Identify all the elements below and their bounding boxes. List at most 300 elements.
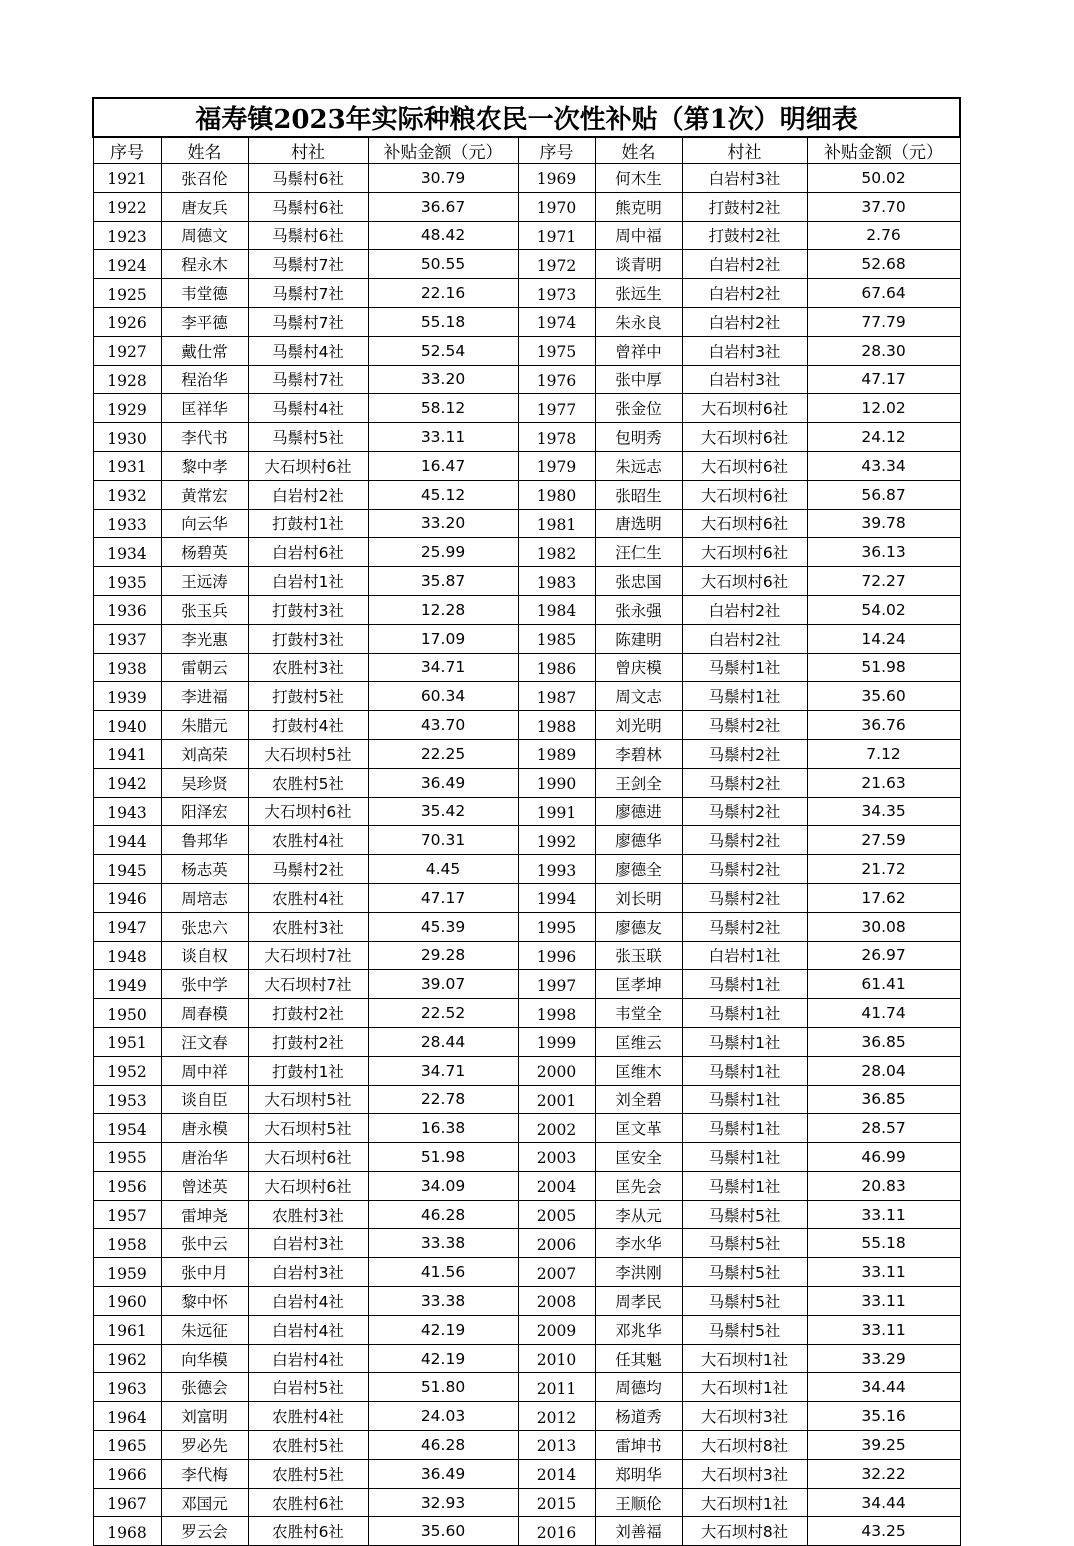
- serial-cell: 1932: [93, 480, 161, 509]
- amount-cell: 33.38: [368, 1287, 518, 1316]
- amount-cell: 28.57: [807, 1114, 960, 1143]
- amount-cell: 37.70: [807, 192, 960, 221]
- serial-cell: 1963: [93, 1373, 161, 1402]
- village-cell: 马鬃村5社: [682, 1315, 807, 1344]
- serial-cell: 1951: [93, 1027, 161, 1056]
- amount-cell: 33.38: [368, 1229, 518, 1258]
- serial-cell: 1974: [518, 307, 595, 336]
- village-cell: 大石坝村6社: [248, 1143, 368, 1172]
- name-cell: 廖德华: [595, 826, 682, 855]
- name-cell: 黄常宏: [161, 480, 248, 509]
- name-cell: 张德会: [161, 1373, 248, 1402]
- amount-cell: 36.67: [368, 192, 518, 221]
- serial-cell: 1940: [93, 711, 161, 740]
- village-cell: 马鬃村1社: [682, 1085, 807, 1114]
- name-cell: 周中祥: [161, 1056, 248, 1085]
- table-title: 福寿镇2023年实际种粮农民一次性补贴（第1次）明细表: [93, 98, 960, 137]
- table-row: [93, 1171, 960, 1200]
- table-row: [93, 250, 960, 279]
- village-cell: 马鬃村5社: [682, 1229, 807, 1258]
- village-cell: 大石坝村1社: [682, 1373, 807, 1402]
- village-cell: 大石坝村8社: [682, 1517, 807, 1546]
- amount-cell: 42.19: [368, 1344, 518, 1373]
- amount-cell: 33.11: [807, 1287, 960, 1316]
- table-row: [93, 1517, 960, 1546]
- village-cell: 农胜村6社: [248, 1517, 368, 1546]
- header-serial: 序号: [93, 137, 161, 164]
- serial-cell: 1965: [93, 1431, 161, 1460]
- amount-cell: 41.56: [368, 1258, 518, 1287]
- serial-cell: 2001: [518, 1085, 595, 1114]
- amount-cell: 33.11: [807, 1200, 960, 1229]
- table-row: [93, 1344, 960, 1373]
- name-cell: 吴珍贤: [161, 768, 248, 797]
- table-row: [93, 1056, 960, 1085]
- name-cell: 张昭生: [595, 480, 682, 509]
- serial-cell: 2004: [518, 1171, 595, 1200]
- serial-cell: 2011: [518, 1373, 595, 1402]
- table-row: [93, 538, 960, 567]
- serial-cell: 1991: [518, 797, 595, 826]
- amount-cell: 70.31: [368, 826, 518, 855]
- amount-cell: 36.76: [807, 711, 960, 740]
- village-cell: 白岩村2社: [682, 250, 807, 279]
- village-cell: 打鼓村2社: [248, 1027, 368, 1056]
- village-cell: 马鬃村2社: [248, 855, 368, 884]
- serial-cell: 1949: [93, 970, 161, 999]
- amount-cell: 2.76: [807, 221, 960, 250]
- name-cell: 匡祥华: [161, 394, 248, 423]
- amount-cell: 33.20: [368, 509, 518, 538]
- table-row: [93, 682, 960, 711]
- amount-cell: 39.07: [368, 970, 518, 999]
- village-cell: 马鬃村1社: [682, 1027, 807, 1056]
- name-cell: 王顺伦: [595, 1488, 682, 1517]
- table-row: [93, 595, 960, 624]
- amount-cell: 33.11: [368, 423, 518, 452]
- village-cell: 大石坝村6社: [248, 1171, 368, 1200]
- name-cell: 杨道秀: [595, 1402, 682, 1431]
- name-cell: 匡先会: [595, 1171, 682, 1200]
- amount-cell: 51.98: [807, 653, 960, 682]
- name-cell: 谈自权: [161, 941, 248, 970]
- village-cell: 大石坝村6社: [682, 394, 807, 423]
- name-cell: 李平德: [161, 307, 248, 336]
- village-cell: 马鬃村2社: [682, 711, 807, 740]
- table-row: [93, 1229, 960, 1258]
- table-row: [93, 480, 960, 509]
- name-cell: 杨志英: [161, 855, 248, 884]
- table-row: [93, 797, 960, 826]
- header-village: 村社: [248, 137, 368, 164]
- amount-cell: 58.12: [368, 394, 518, 423]
- name-cell: 罗云会: [161, 1517, 248, 1546]
- name-cell: 陈建明: [595, 624, 682, 653]
- village-cell: 马鬃村6社: [248, 192, 368, 221]
- serial-cell: 2006: [518, 1229, 595, 1258]
- name-cell: 雷坤尧: [161, 1200, 248, 1229]
- header-name: 姓名: [595, 137, 682, 164]
- name-cell: 周中福: [595, 221, 682, 250]
- village-cell: 马鬃村1社: [682, 1171, 807, 1200]
- amount-cell: 34.44: [807, 1488, 960, 1517]
- serial-cell: 1934: [93, 538, 161, 567]
- table-row: [93, 826, 960, 855]
- serial-cell: 1953: [93, 1085, 161, 1114]
- table-row: [93, 624, 960, 653]
- table-row: [93, 423, 960, 452]
- village-cell: 白岩村2社: [682, 595, 807, 624]
- name-cell: 朱腊元: [161, 711, 248, 740]
- amount-cell: 50.55: [368, 250, 518, 279]
- name-cell: 刘全碧: [595, 1085, 682, 1114]
- village-cell: 马鬃村7社: [248, 307, 368, 336]
- amount-cell: 22.25: [368, 739, 518, 768]
- name-cell: 周培志: [161, 883, 248, 912]
- village-cell: 白岩村6社: [248, 538, 368, 567]
- village-cell: 白岩村4社: [248, 1344, 368, 1373]
- amount-cell: 34.71: [368, 1056, 518, 1085]
- serial-cell: 2000: [518, 1056, 595, 1085]
- table-row: [93, 739, 960, 768]
- village-cell: 打鼓村1社: [248, 509, 368, 538]
- serial-cell: 1980: [518, 480, 595, 509]
- amount-cell: 26.97: [807, 941, 960, 970]
- amount-cell: 46.99: [807, 1143, 960, 1172]
- serial-cell: 1999: [518, 1027, 595, 1056]
- serial-cell: 2005: [518, 1200, 595, 1229]
- village-cell: 大石坝村5社: [248, 1114, 368, 1143]
- serial-cell: 1936: [93, 595, 161, 624]
- table-row: [93, 1402, 960, 1431]
- serial-cell: 2012: [518, 1402, 595, 1431]
- name-cell: 戴仕常: [161, 336, 248, 365]
- serial-cell: 1976: [518, 365, 595, 394]
- village-cell: 白岩村4社: [248, 1315, 368, 1344]
- amount-cell: 27.59: [807, 826, 960, 855]
- village-cell: 白岩村2社: [682, 624, 807, 653]
- amount-cell: 77.79: [807, 307, 960, 336]
- name-cell: 张召伦: [161, 164, 248, 193]
- village-cell: 大石坝村6社: [682, 567, 807, 596]
- serial-cell: 1969: [518, 164, 595, 193]
- amount-cell: 47.17: [807, 365, 960, 394]
- name-cell: 朱远征: [161, 1315, 248, 1344]
- amount-cell: 50.02: [807, 164, 960, 193]
- serial-cell: 1990: [518, 768, 595, 797]
- serial-cell: 2003: [518, 1143, 595, 1172]
- name-cell: 张玉联: [595, 941, 682, 970]
- village-cell: 大石坝村6社: [248, 451, 368, 480]
- serial-cell: 1986: [518, 653, 595, 682]
- village-cell: 大石坝村6社: [682, 480, 807, 509]
- serial-cell: 1994: [518, 883, 595, 912]
- amount-cell: 12.28: [368, 595, 518, 624]
- name-cell: 李水华: [595, 1229, 682, 1258]
- amount-cell: 36.49: [368, 768, 518, 797]
- village-cell: 大石坝村7社: [248, 970, 368, 999]
- name-cell: 张永强: [595, 595, 682, 624]
- serial-cell: 1988: [518, 711, 595, 740]
- village-cell: 大石坝村3社: [682, 1402, 807, 1431]
- table-row: [93, 365, 960, 394]
- table-row: [93, 653, 960, 682]
- name-cell: 刘长明: [595, 883, 682, 912]
- name-cell: 曾庆模: [595, 653, 682, 682]
- amount-cell: 52.54: [368, 336, 518, 365]
- table-row: [93, 279, 960, 308]
- serial-cell: 1985: [518, 624, 595, 653]
- amount-cell: 28.04: [807, 1056, 960, 1085]
- serial-cell: 1964: [93, 1402, 161, 1431]
- serial-cell: 1993: [518, 855, 595, 884]
- name-cell: 匡孝坤: [595, 970, 682, 999]
- amount-cell: 54.02: [807, 595, 960, 624]
- serial-cell: 1984: [518, 595, 595, 624]
- village-cell: 马鬃村2社: [682, 797, 807, 826]
- village-cell: 打鼓村3社: [248, 595, 368, 624]
- table-row: [93, 1027, 960, 1056]
- table-row: [93, 768, 960, 797]
- name-cell: 李从元: [595, 1200, 682, 1229]
- serial-cell: 2016: [518, 1517, 595, 1546]
- name-cell: 刘善福: [595, 1517, 682, 1546]
- amount-cell: 43.70: [368, 711, 518, 740]
- serial-cell: 1947: [93, 912, 161, 941]
- name-cell: 邓兆华: [595, 1315, 682, 1344]
- serial-cell: 1973: [518, 279, 595, 308]
- village-cell: 农胜村4社: [248, 883, 368, 912]
- village-cell: 大石坝村8社: [682, 1431, 807, 1460]
- table-row: [93, 1373, 960, 1402]
- serial-cell: 1942: [93, 768, 161, 797]
- serial-cell: 1961: [93, 1315, 161, 1344]
- serial-cell: 1931: [93, 451, 161, 480]
- amount-cell: 12.02: [807, 394, 960, 423]
- name-cell: 任其魁: [595, 1344, 682, 1373]
- table-row: [93, 999, 960, 1028]
- serial-cell: 1923: [93, 221, 161, 250]
- village-cell: 马鬃村2社: [682, 768, 807, 797]
- serial-cell: 1937: [93, 624, 161, 653]
- amount-cell: 22.78: [368, 1085, 518, 1114]
- table-row: [93, 567, 960, 596]
- amount-cell: 35.60: [368, 1517, 518, 1546]
- village-cell: 白岩村2社: [248, 480, 368, 509]
- village-cell: 白岩村4社: [248, 1287, 368, 1316]
- amount-cell: 30.79: [368, 164, 518, 193]
- village-cell: 马鬃村7社: [248, 279, 368, 308]
- amount-cell: 14.24: [807, 624, 960, 653]
- name-cell: 刘富明: [161, 1402, 248, 1431]
- village-cell: 白岩村1社: [682, 941, 807, 970]
- village-cell: 农胜村3社: [248, 912, 368, 941]
- amount-cell: 21.63: [807, 768, 960, 797]
- table-row: [93, 164, 960, 193]
- amount-cell: 7.12: [807, 739, 960, 768]
- serial-cell: 1997: [518, 970, 595, 999]
- serial-cell: 1978: [518, 423, 595, 452]
- serial-cell: 1971: [518, 221, 595, 250]
- table-row: [93, 855, 960, 884]
- serial-cell: 1945: [93, 855, 161, 884]
- name-cell: 张中云: [161, 1229, 248, 1258]
- village-cell: 马鬃村2社: [682, 826, 807, 855]
- village-cell: 白岩村2社: [682, 307, 807, 336]
- header-village: 村社: [682, 137, 807, 164]
- village-cell: 马鬃村2社: [682, 855, 807, 884]
- serial-cell: 1998: [518, 999, 595, 1028]
- amount-cell: 33.11: [807, 1258, 960, 1287]
- village-cell: 白岩村1社: [248, 567, 368, 596]
- amount-cell: 36.85: [807, 1085, 960, 1114]
- amount-cell: 72.27: [807, 567, 960, 596]
- serial-cell: 1958: [93, 1229, 161, 1258]
- amount-cell: 34.09: [368, 1171, 518, 1200]
- amount-cell: 34.71: [368, 653, 518, 682]
- name-cell: 阳泽宏: [161, 797, 248, 826]
- village-cell: 马鬃村1社: [682, 1056, 807, 1085]
- serial-cell: 1933: [93, 509, 161, 538]
- name-cell: 李代书: [161, 423, 248, 452]
- village-cell: 打鼓村4社: [248, 711, 368, 740]
- name-cell: 张远生: [595, 279, 682, 308]
- amount-cell: 29.28: [368, 941, 518, 970]
- serial-cell: 1944: [93, 826, 161, 855]
- village-cell: 大石坝村6社: [682, 538, 807, 567]
- amount-cell: 41.74: [807, 999, 960, 1028]
- name-cell: 周德文: [161, 221, 248, 250]
- amount-cell: 28.30: [807, 336, 960, 365]
- village-cell: 打鼓村5社: [248, 682, 368, 711]
- name-cell: 匡安全: [595, 1143, 682, 1172]
- table-row: [93, 451, 960, 480]
- amount-cell: 34.35: [807, 797, 960, 826]
- serial-cell: 1950: [93, 999, 161, 1028]
- serial-cell: 1979: [518, 451, 595, 480]
- serial-cell: 1938: [93, 653, 161, 682]
- name-cell: 刘高荣: [161, 739, 248, 768]
- amount-cell: 32.93: [368, 1488, 518, 1517]
- table-row: [93, 912, 960, 941]
- serial-cell: 1967: [93, 1488, 161, 1517]
- village-cell: 白岩村2社: [682, 279, 807, 308]
- serial-cell: 1968: [93, 1517, 161, 1546]
- village-cell: 农胜村3社: [248, 653, 368, 682]
- name-cell: 李碧林: [595, 739, 682, 768]
- amount-cell: 47.17: [368, 883, 518, 912]
- village-cell: 马鬃村5社: [682, 1287, 807, 1316]
- amount-cell: 22.52: [368, 999, 518, 1028]
- name-cell: 李光惠: [161, 624, 248, 653]
- table-row: [93, 941, 960, 970]
- village-cell: 大石坝村3社: [682, 1459, 807, 1488]
- name-cell: 王远涛: [161, 567, 248, 596]
- name-cell: 曾祥中: [595, 336, 682, 365]
- name-cell: 汪仁生: [595, 538, 682, 567]
- amount-cell: 20.83: [807, 1171, 960, 1200]
- village-cell: 农胜村5社: [248, 768, 368, 797]
- amount-cell: 48.42: [368, 221, 518, 250]
- serial-cell: 1948: [93, 941, 161, 970]
- amount-cell: 46.28: [368, 1200, 518, 1229]
- village-cell: 大石坝村6社: [682, 423, 807, 452]
- amount-cell: 36.49: [368, 1459, 518, 1488]
- name-cell: 匡维云: [595, 1027, 682, 1056]
- serial-cell: 1927: [93, 336, 161, 365]
- amount-cell: 67.64: [807, 279, 960, 308]
- name-cell: 张忠国: [595, 567, 682, 596]
- village-cell: 马鬃村2社: [682, 912, 807, 941]
- name-cell: 张中厚: [595, 365, 682, 394]
- amount-cell: 36.85: [807, 1027, 960, 1056]
- serial-cell: 2014: [518, 1459, 595, 1488]
- amount-cell: 45.12: [368, 480, 518, 509]
- village-cell: 农胜村4社: [248, 1402, 368, 1431]
- village-cell: 马鬃村1社: [682, 1143, 807, 1172]
- amount-cell: 60.34: [368, 682, 518, 711]
- village-cell: 农胜村5社: [248, 1431, 368, 1460]
- amount-cell: 21.72: [807, 855, 960, 884]
- amount-cell: 52.68: [807, 250, 960, 279]
- table-row: [93, 1431, 960, 1460]
- name-cell: 匡维木: [595, 1056, 682, 1085]
- name-cell: 黎中怀: [161, 1287, 248, 1316]
- village-cell: 农胜村3社: [248, 1200, 368, 1229]
- serial-cell: 1956: [93, 1171, 161, 1200]
- serial-cell: 1970: [518, 192, 595, 221]
- name-cell: 唐选明: [595, 509, 682, 538]
- name-cell: 黎中孝: [161, 451, 248, 480]
- table-row: [93, 1258, 960, 1287]
- table-row: [93, 1488, 960, 1517]
- serial-cell: 1987: [518, 682, 595, 711]
- serial-cell: 1929: [93, 394, 161, 423]
- village-cell: 马鬃村1社: [682, 970, 807, 999]
- village-cell: 农胜村6社: [248, 1488, 368, 1517]
- village-cell: 打鼓村2社: [682, 192, 807, 221]
- name-cell: 周春模: [161, 999, 248, 1028]
- serial-cell: 1922: [93, 192, 161, 221]
- amount-cell: 33.11: [807, 1315, 960, 1344]
- serial-cell: 1996: [518, 941, 595, 970]
- village-cell: 大石坝村1社: [682, 1488, 807, 1517]
- name-cell: 唐治华: [161, 1143, 248, 1172]
- name-cell: 向华模: [161, 1344, 248, 1373]
- amount-cell: 45.39: [368, 912, 518, 941]
- table-row: [93, 883, 960, 912]
- serial-cell: 2010: [518, 1344, 595, 1373]
- village-cell: 大石坝村6社: [682, 451, 807, 480]
- serial-cell: 1959: [93, 1258, 161, 1287]
- village-cell: 白岩村3社: [682, 365, 807, 394]
- header-amount: 补贴金额（元）: [807, 137, 960, 164]
- amount-cell: 28.44: [368, 1027, 518, 1056]
- table-row: [93, 1315, 960, 1344]
- serial-cell: 1983: [518, 567, 595, 596]
- amount-cell: 39.25: [807, 1431, 960, 1460]
- name-cell: 张中月: [161, 1258, 248, 1287]
- name-cell: 王剑全: [595, 768, 682, 797]
- village-cell: 大石坝村6社: [248, 797, 368, 826]
- village-cell: 白岩村3社: [682, 336, 807, 365]
- village-cell: 马鬃村6社: [248, 164, 368, 193]
- serial-cell: 1930: [93, 423, 161, 452]
- serial-cell: 2002: [518, 1114, 595, 1143]
- amount-cell: 43.25: [807, 1517, 960, 1546]
- amount-cell: 56.87: [807, 480, 960, 509]
- table-row: [93, 192, 960, 221]
